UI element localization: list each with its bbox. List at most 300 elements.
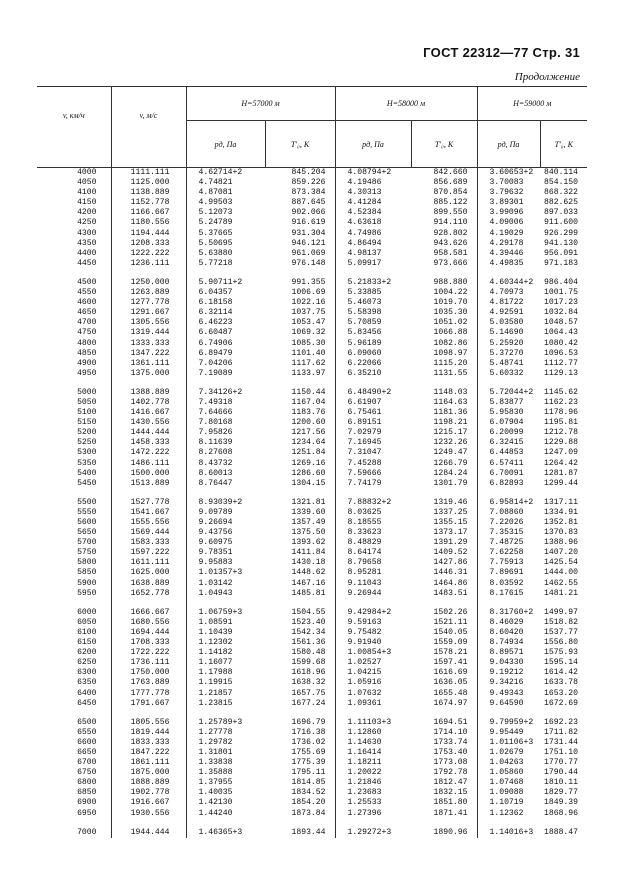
table-row	[37, 359, 587, 369]
cell-p-58000: 1.29272+3	[335, 828, 411, 838]
table-row	[37, 608, 587, 618]
cell-t-57000: 916.619	[291, 218, 326, 228]
cell-t-57000: 1321.81	[291, 497, 326, 507]
cell-p-59000: 7.62258	[477, 548, 540, 558]
cell-p-59000: 6.07904	[477, 418, 540, 428]
cell-t-57000: 1638.32	[291, 678, 326, 688]
cell-v-kmh: 6100	[77, 627, 97, 637]
cell-v-kmh: 5150	[77, 418, 97, 428]
cell-p-58000: 7.59666	[335, 469, 411, 479]
cell-p-57000: 1.03142	[186, 579, 265, 589]
cell-t-58000: 1427.86	[433, 558, 468, 568]
table-row	[37, 678, 587, 688]
cell-t-57000: 991.355	[291, 277, 326, 287]
cell-v-kmh: 5350	[77, 458, 97, 468]
cell-v-ms: 1569.444	[111, 528, 186, 538]
block-gap	[37, 379, 587, 388]
cell-p-59000: 5.83877	[477, 398, 540, 408]
cell-t-58000: 1181.36	[433, 408, 468, 418]
cell-p-59000: 9.19212	[477, 668, 540, 678]
gap-cell	[477, 599, 540, 608]
gap-cell	[111, 709, 186, 718]
cell-p-58000: 8.48829	[335, 538, 411, 548]
cell-p-58000: 1.14630	[335, 738, 411, 748]
cell-v-ms: 1138.889	[111, 188, 186, 198]
cell-t-57000: 1485.81	[291, 588, 326, 598]
table-row	[37, 628, 587, 638]
cell-t-57000: 1755.69	[291, 747, 326, 757]
cell-p-59000: 5.37270	[477, 349, 540, 359]
block-gap	[37, 489, 587, 498]
cell-p-59000: 4.92591	[477, 308, 540, 318]
cell-p-58000: 5.21833+2	[335, 278, 411, 288]
cell-t-58000: 1674.97	[433, 698, 468, 708]
cell-v-kmh: 5400	[77, 468, 97, 478]
table-row	[37, 718, 587, 728]
table-row	[37, 699, 587, 709]
gap-cell	[186, 599, 265, 608]
cell-t-58000: 1301.79	[433, 478, 468, 488]
cell-t-59000: 840.114	[544, 168, 578, 177]
col-header-v-kmh: v, км/ч	[37, 87, 111, 168]
cell-p-58000: 5.09917	[335, 259, 411, 269]
table-row	[37, 638, 587, 648]
cell-p-57000: 1.21857	[186, 689, 265, 699]
continuation-label: Продолжение	[514, 71, 580, 83]
cell-v-kmh: 6850	[77, 788, 97, 798]
cell-t-59000: 911.600	[544, 218, 578, 228]
table-row	[37, 668, 587, 678]
cell-p-59000: 5.14690	[477, 328, 540, 338]
table-row	[37, 579, 587, 589]
cell-t-59000: 1229.88	[544, 438, 578, 448]
cell-t-58000: 1753.40	[433, 747, 468, 757]
cell-p-58000: 4.08794+2	[335, 168, 411, 179]
cell-p-59000: 4.70973	[477, 288, 540, 298]
cell-t-58000: 1284.24	[433, 468, 468, 478]
cell-v-kmh: 6750	[77, 768, 97, 778]
cell-t-58000: 1714.10	[433, 727, 468, 737]
col-header-pressure: pд, Па	[335, 121, 411, 168]
cell-t-57000: 1069.32	[291, 328, 326, 338]
cell-v-ms: 1222.222	[111, 249, 186, 259]
cell-p-57000: 1.19915	[186, 678, 265, 688]
table-row	[37, 768, 587, 778]
cell-t-59000: 1790.44	[544, 768, 578, 778]
cell-v-kmh: 4200	[77, 208, 97, 218]
cell-t-57000: 1085.30	[291, 338, 326, 348]
cell-t-57000: 1251.84	[291, 448, 326, 458]
cell-t-59000: 1556.80	[544, 638, 578, 648]
cell-v-ms: 1555.556	[111, 518, 186, 528]
group-header-59000: H=59000 м	[477, 87, 587, 121]
cell-p-58000: 1.18211	[335, 758, 411, 768]
cell-t-59000: 1751.10	[544, 747, 578, 757]
cell-p-58000: 5.58398	[335, 308, 411, 318]
cell-v-kmh: 5800	[77, 558, 97, 568]
cell-v-ms: 1694.444	[111, 628, 186, 638]
cell-p-57000: 7.49318	[186, 398, 265, 408]
cell-p-58000: 1.12860	[335, 728, 411, 738]
cell-t-59000: 1518.82	[544, 617, 578, 627]
cell-p-57000: 1.40035	[186, 788, 265, 798]
cell-v-ms: 1791.667	[111, 699, 186, 709]
cell-p-58000: 8.64174	[335, 548, 411, 558]
cell-t-59000: 897.033	[544, 208, 578, 218]
table-row	[37, 229, 587, 239]
cell-v-ms: 1444.444	[111, 428, 186, 438]
cell-t-58000: 1483.51	[433, 588, 468, 598]
cell-p-58000: 8.18555	[335, 518, 411, 528]
cell-t-58000: 1115.20	[433, 358, 468, 368]
block-gap	[37, 709, 587, 718]
cell-v-kmh: 6500	[77, 717, 97, 727]
cell-p-58000: 6.35210	[335, 369, 411, 379]
atmosphere-table	[37, 86, 587, 838]
cell-t-57000: 902.066	[291, 208, 326, 218]
cell-v-kmh: 6700	[77, 758, 97, 768]
cell-t-57000: 1304.15	[291, 478, 326, 488]
gap-cell	[411, 599, 477, 608]
cell-t-57000: 1200.60	[291, 418, 326, 428]
cell-p-57000: 6.46223	[186, 318, 265, 328]
cell-v-kmh: 4400	[77, 248, 97, 258]
cell-t-57000: 1677.24	[291, 698, 326, 708]
cell-p-59000: 5.95830	[477, 408, 540, 418]
gap-cell	[186, 709, 265, 718]
cell-p-58000: 4.30313	[335, 188, 411, 198]
gap-cell	[477, 709, 540, 718]
table-row	[37, 728, 587, 738]
group-header-58000: H=58000 м	[335, 87, 477, 121]
cell-p-57000: 6.60487	[186, 328, 265, 338]
cell-v-ms: 1291.667	[111, 308, 186, 318]
gap-cell	[186, 819, 265, 828]
cell-v-ms: 1111.111	[111, 168, 186, 179]
cell-p-58000: 4.41284	[335, 198, 411, 208]
cell-t-58000: 842.660	[433, 168, 468, 177]
cell-t-59000: 1032.84	[544, 308, 578, 318]
cell-t-59000: 1145.62	[544, 387, 578, 397]
cell-v-kmh: 4800	[77, 338, 97, 348]
cell-p-58000: 1.04215	[335, 668, 411, 678]
cell-p-57000: 1.04943	[186, 589, 265, 599]
cell-p-58000: 1.02527	[335, 658, 411, 668]
cell-p-58000: 8.79658	[335, 558, 411, 568]
table-row	[37, 568, 587, 578]
cell-p-57000: 8.27608	[186, 448, 265, 458]
cell-p-57000: 1.27778	[186, 728, 265, 738]
cell-v-kmh: 5650	[77, 528, 97, 538]
cell-v-kmh: 6050	[77, 617, 97, 627]
cell-v-ms: 1638.889	[111, 579, 186, 589]
cell-v-ms: 1763.889	[111, 678, 186, 688]
table-row	[37, 558, 587, 568]
cell-v-kmh: 4700	[77, 318, 97, 328]
cell-v-ms: 1875.000	[111, 768, 186, 778]
gap-cell	[411, 709, 477, 718]
cell-v-kmh: 6250	[77, 658, 97, 668]
cell-p-58000: 7.31047	[335, 448, 411, 458]
cell-v-ms: 1402.778	[111, 398, 186, 408]
cell-p-58000: 1.21846	[335, 778, 411, 788]
cell-p-57000: 9.78351	[186, 548, 265, 558]
cell-v-ms: 1152.778	[111, 198, 186, 208]
cell-p-58000: 7.02979	[335, 428, 411, 438]
cell-v-kmh: 4450	[77, 258, 97, 268]
cell-t-58000: 1578.21	[433, 648, 468, 658]
cell-p-59000: 7.08860	[477, 508, 540, 518]
cell-v-ms: 1736.111	[111, 658, 186, 668]
cell-v-kmh: 5600	[77, 518, 97, 527]
cell-t-59000: 1614.42	[544, 668, 578, 678]
cell-t-57000: 1893.44	[291, 827, 326, 837]
cell-v-ms: 1583.333	[111, 538, 186, 548]
cell-t-58000: 1249.47	[433, 448, 468, 458]
cell-v-ms: 1166.667	[111, 208, 186, 218]
cell-p-58000: 1.05916	[335, 678, 411, 688]
cell-t-57000: 873.384	[291, 188, 326, 198]
cell-t-58000: 1540.05	[433, 627, 468, 637]
cell-p-57000: 9.60975	[186, 538, 265, 548]
cell-v-ms: 1625.000	[111, 568, 186, 578]
cell-v-kmh: 4500	[77, 277, 97, 287]
cell-t-58000: 1035.30	[433, 308, 468, 318]
cell-t-59000: 1195.81	[544, 418, 578, 428]
cell-t-58000: 1851.80	[433, 798, 468, 808]
cell-p-58000: 1.09361	[335, 699, 411, 709]
cell-p-59000: 9.79959+2	[477, 718, 540, 728]
gap-cell	[335, 379, 411, 388]
cell-t-58000: 885.122	[433, 198, 468, 208]
cell-p-59000: 3.99096	[477, 208, 540, 218]
cell-t-57000: 1795.11	[291, 768, 326, 778]
cell-p-58000: 4.98137	[335, 249, 411, 259]
cell-t-58000: 1215.17	[433, 428, 468, 438]
cell-p-59000: 3.89301	[477, 198, 540, 208]
cell-v-ms: 1819.444	[111, 728, 186, 738]
cell-p-58000: 6.89151	[335, 418, 411, 428]
cell-t-57000: 1736.02	[291, 737, 326, 747]
cell-p-58000: 6.09060	[335, 349, 411, 359]
table-row	[37, 518, 587, 528]
gap-cell	[477, 269, 540, 278]
group-header-57000: H=57000 м	[186, 87, 335, 121]
cell-p-57000: 5.24789	[186, 218, 265, 228]
cell-p-59000: 5.60332	[477, 369, 540, 379]
cell-p-59000: 1.02679	[477, 748, 540, 758]
gap-cell	[540, 269, 587, 278]
gap-cell	[335, 269, 411, 278]
cell-p-57000: 1.17988	[186, 668, 265, 678]
cell-t-59000: 1112.77	[544, 358, 578, 368]
gap-cell	[477, 489, 540, 498]
cell-p-58000: 6.75461	[335, 408, 411, 418]
gap-cell	[265, 379, 335, 388]
cell-p-58000: 5.33885	[335, 288, 411, 298]
cell-p-58000: 4.74986	[335, 229, 411, 239]
cell-p-59000: 4.09006	[477, 218, 540, 228]
cell-v-ms: 1666.667	[111, 608, 186, 618]
cell-t-58000: 1636.05	[433, 678, 468, 688]
cell-p-57000: 6.32114	[186, 308, 265, 318]
cell-t-57000: 1657.75	[291, 688, 326, 698]
table-row	[37, 398, 587, 408]
cell-p-59000: 1.14016+3	[477, 828, 540, 838]
cell-t-57000: 1357.49	[291, 518, 326, 527]
cell-v-kmh: 6600	[77, 737, 97, 747]
table-row	[37, 589, 587, 599]
cell-v-ms: 1916.667	[111, 798, 186, 808]
cell-t-59000: 1370.83	[544, 528, 578, 538]
cell-p-58000: 4.63618	[335, 218, 411, 228]
cell-p-59000: 6.32415	[477, 438, 540, 448]
cell-p-59000: 3.60653+2	[477, 168, 540, 179]
cell-p-59000: 6.95814+2	[477, 498, 540, 508]
cell-t-59000: 1096.53	[544, 348, 578, 358]
cell-p-57000: 9.09789	[186, 508, 265, 518]
cell-t-57000: 1150.44	[291, 387, 326, 397]
table-row	[37, 469, 587, 479]
cell-v-ms: 1472.222	[111, 448, 186, 458]
gap-cell	[111, 489, 186, 498]
cell-t-57000: 1873.84	[291, 808, 326, 818]
cell-p-58000: 1.20022	[335, 768, 411, 778]
cell-t-58000: 1655.48	[433, 688, 468, 698]
table-row	[37, 508, 587, 518]
gap-cell	[540, 819, 587, 828]
cell-p-57000: 7.04206	[186, 359, 265, 369]
table-row	[37, 658, 587, 668]
gap-cell	[37, 489, 111, 498]
cell-t-59000: 1868.96	[544, 808, 578, 818]
cell-t-57000: 1339.60	[291, 507, 326, 517]
cell-t-59000: 1711.82	[544, 727, 578, 737]
cell-v-ms: 1930.556	[111, 809, 186, 819]
table-row	[37, 339, 587, 349]
cell-v-ms: 1861.111	[111, 758, 186, 768]
cell-t-58000: 1616.69	[433, 668, 468, 678]
block-gap	[37, 269, 587, 278]
cell-t-59000: 1829.77	[544, 788, 578, 798]
cell-v-kmh: 6550	[77, 727, 97, 737]
cell-t-58000: 856.689	[433, 178, 468, 188]
cell-v-ms: 1416.667	[111, 408, 186, 418]
col-header-pressure: pд, Па	[477, 121, 540, 168]
gap-cell	[335, 819, 411, 828]
cell-p-59000: 6.44853	[477, 448, 540, 458]
gap-cell	[111, 379, 186, 388]
cell-p-57000: 1.37955	[186, 778, 265, 788]
cell-p-58000: 6.22066	[335, 359, 411, 369]
cell-t-59000: 1672.69	[544, 698, 578, 708]
cell-t-57000: 931.304	[291, 228, 326, 238]
cell-p-58000: 1.07632	[335, 689, 411, 699]
cell-v-kmh: 4100	[77, 188, 97, 198]
cell-v-kmh: 4850	[77, 348, 97, 358]
cell-p-57000: 5.37665	[186, 229, 265, 239]
cell-v-ms: 1250.000	[111, 278, 186, 288]
cell-v-kmh: 6350	[77, 678, 97, 688]
cell-p-57000: 7.34126+2	[186, 388, 265, 398]
cell-p-57000: 1.06759+3	[186, 608, 265, 618]
cell-t-57000: 1542.34	[291, 627, 326, 637]
table-row	[37, 369, 587, 379]
cell-p-57000: 1.10439	[186, 628, 265, 638]
cell-t-57000: 1716.38	[291, 727, 326, 737]
table-row	[37, 328, 587, 338]
table-row	[37, 259, 587, 269]
cell-t-57000: 859.226	[291, 178, 326, 188]
cell-t-58000: 1337.25	[433, 507, 468, 517]
cell-p-59000: 1.07468	[477, 778, 540, 788]
cell-p-59000: 4.81722	[477, 298, 540, 308]
cell-p-58000: 8.95281	[335, 568, 411, 578]
cell-t-59000: 1317.11	[544, 497, 578, 507]
cell-t-58000: 914.110	[433, 218, 468, 228]
table-row	[37, 448, 587, 458]
cell-t-57000: 1775.39	[291, 758, 326, 768]
cell-v-kmh: 5300	[77, 448, 97, 458]
cell-v-kmh: 4750	[77, 328, 97, 338]
cell-t-59000: 1334.91	[544, 507, 578, 517]
table-row	[37, 648, 587, 658]
cell-t-57000: 1217.56	[291, 428, 326, 438]
table-row	[37, 618, 587, 628]
cell-t-58000: 1019.70	[433, 298, 468, 308]
cell-p-59000: 5.72044+2	[477, 388, 540, 398]
gap-cell	[540, 379, 587, 388]
gap-cell	[335, 599, 411, 608]
cell-v-ms: 1833.333	[111, 738, 186, 748]
cell-t-58000: 1502.26	[433, 607, 468, 617]
cell-p-58000: 9.42984+2	[335, 608, 411, 618]
cell-v-kmh: 4650	[77, 308, 97, 318]
cell-t-58000: 1373.17	[433, 528, 468, 538]
cell-v-kmh: 6000	[77, 607, 97, 617]
cell-p-57000: 6.74906	[186, 339, 265, 349]
cell-p-58000: 9.11043	[335, 579, 411, 589]
cell-t-58000: 1004.22	[433, 288, 468, 298]
table-row	[37, 778, 587, 788]
table-row	[37, 188, 587, 198]
cell-v-kmh: 6150	[77, 638, 97, 648]
cell-p-59000: 6.57411	[477, 459, 540, 469]
table-row	[37, 298, 587, 308]
cell-v-ms: 1180.556	[111, 218, 186, 228]
cell-p-57000: 4.62714+2	[186, 168, 265, 179]
cell-p-57000: 9.26694	[186, 518, 265, 528]
table-row	[37, 278, 587, 288]
cell-p-58000: 4.86494	[335, 239, 411, 249]
cell-t-57000: 1393.62	[291, 538, 326, 548]
cell-t-57000: 845.204	[291, 168, 326, 177]
table-row	[37, 208, 587, 218]
gap-cell	[111, 819, 186, 828]
cell-t-58000: 1409.52	[433, 548, 468, 558]
cell-t-58000: 1131.55	[433, 368, 468, 378]
cell-v-kmh: 5900	[77, 578, 97, 588]
table-row	[37, 198, 587, 208]
block-gap	[37, 599, 587, 608]
cell-p-58000: 1.16414	[335, 748, 411, 758]
table-row	[37, 418, 587, 428]
cell-v-kmh: 4550	[77, 288, 97, 298]
cell-p-58000: 1.11103+3	[335, 718, 411, 728]
cell-t-58000: 1694.51	[433, 717, 468, 727]
cell-v-ms: 1847.222	[111, 748, 186, 758]
gap-cell	[411, 819, 477, 828]
